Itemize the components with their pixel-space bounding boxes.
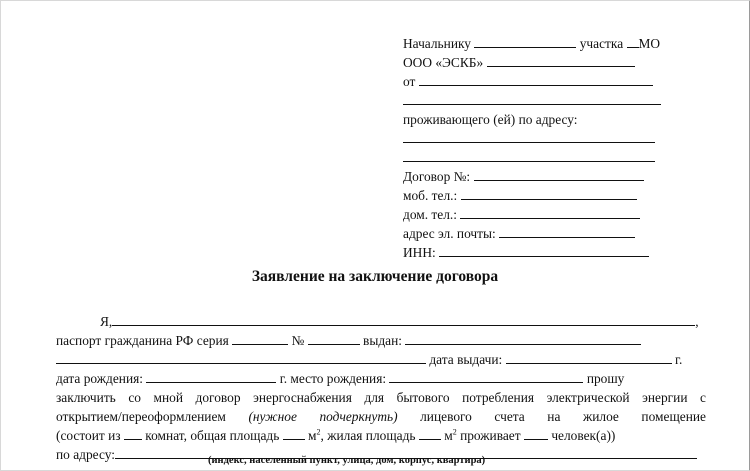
issued-label: выдан: (363, 333, 402, 348)
birth-place-label: г. место рождения: (279, 371, 387, 386)
mobile-field[interactable] (461, 187, 637, 200)
account-label: лицевого счета на жилое помещение (420, 409, 706, 424)
document-title: Заявление на заключение договора (251, 268, 499, 285)
sq-sup-2: 2 (452, 427, 457, 437)
residence-label: проживающего (ей) по адресу: (403, 112, 578, 127)
passport-number-field[interactable] (308, 332, 360, 345)
number-label: № (291, 333, 305, 348)
rooms-field[interactable] (124, 427, 142, 440)
mo-label: МО (638, 36, 661, 51)
contract-field[interactable] (474, 168, 644, 181)
home-phone-field[interactable] (460, 206, 640, 219)
address-caption: (индекс, населенный пункт, улица, дом, корпус, квартира) (208, 455, 486, 466)
to-head-label: Начальнику (403, 36, 472, 51)
rooms-area-label: комнат, общая площадь (145, 428, 280, 443)
home-phone-label: дом. тел.: (403, 207, 457, 222)
addressee-block (403, 34, 703, 262)
address-label: по адресу: (56, 447, 115, 462)
residents-label: проживает (460, 428, 521, 443)
passport-label: паспорт гражданина РФ серия (56, 333, 229, 348)
contract-label: Договор №: (403, 169, 471, 184)
section-label: участка (579, 36, 624, 51)
premises-line (56, 426, 706, 445)
living-area-label: , жилая площадь (320, 428, 416, 443)
persons-label: человек(а)) (551, 428, 616, 443)
issue-date-field[interactable] (506, 351, 672, 364)
sq-sup-1: 2 (316, 427, 321, 437)
birth-date-label: дата рождения: (56, 371, 143, 386)
email-field[interactable] (499, 225, 635, 238)
inn-label: ИНН: (403, 245, 436, 260)
passport-series-field[interactable] (232, 332, 288, 345)
living-area-field[interactable] (419, 427, 441, 440)
email-label: адрес эл. почты: (403, 226, 496, 241)
sq-m-label-2: м (444, 428, 453, 443)
from-field[interactable] (419, 73, 653, 86)
i-label: Я, (100, 314, 113, 329)
birth-date-field[interactable] (146, 370, 276, 383)
consists-label: (состоит из (56, 428, 121, 443)
company-field[interactable] (487, 54, 635, 67)
birth-place-field[interactable] (389, 370, 583, 383)
residence-field-2[interactable] (403, 149, 655, 162)
from-label: от (403, 74, 416, 89)
request-line-1: заключить со мной договор энергоснабжения для бытового потребления электрической энергии с (56, 390, 706, 405)
sq-m-label-1: м (308, 428, 317, 443)
application-body (56, 312, 706, 464)
head-name-field[interactable] (474, 35, 576, 48)
from-field-2[interactable] (403, 92, 661, 105)
full-name-field[interactable] (112, 313, 695, 326)
company-label: ООО «ЭСКБ» (403, 55, 484, 70)
residence-field-1[interactable] (403, 130, 655, 143)
year-label-1: г. (674, 352, 683, 367)
issued-by-field-2[interactable] (56, 351, 426, 364)
request-line-2 (56, 407, 706, 426)
inn-field[interactable] (439, 244, 649, 257)
issued-by-field[interactable] (405, 332, 641, 345)
comma-label: , (695, 314, 699, 329)
mobile-label: моб. тел.: (403, 188, 458, 203)
total-area-field[interactable] (283, 427, 305, 440)
residents-field[interactable] (524, 427, 548, 440)
request-label: прошу (586, 371, 625, 386)
open-reissue-label: открытием/переоформлением (56, 409, 226, 424)
underline-needed-note: (нужное подчеркнуть) (248, 409, 398, 424)
issue-date-label: дата выдачи: (429, 352, 503, 367)
section-number-field[interactable] (627, 35, 639, 48)
